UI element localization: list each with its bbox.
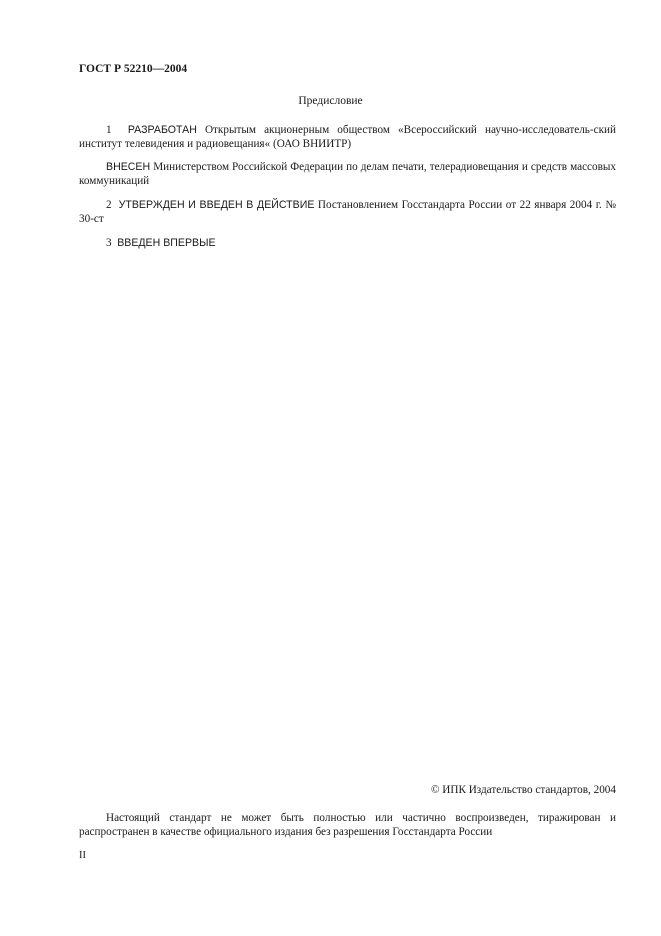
paragraph-developed-by bbox=[79, 123, 616, 151]
copyright-notice: © ИПК Издательство стандартов, 2004 bbox=[430, 784, 616, 796]
paragraph-text: Открытым акционерным обществом «Всероссийский научно-исследователь-ский институт телевидения и радиовещания« (ОАО ВНИИТР) bbox=[79, 124, 616, 150]
paragraph-text: Министерством Российской Федерации по делам печати, телерадиовещания и средств массовых коммуникаций bbox=[79, 161, 616, 187]
paragraph-introduced-by bbox=[79, 160, 616, 188]
section-title: Предисловие bbox=[298, 95, 363, 107]
paragraph-number: 2 bbox=[106, 199, 112, 211]
paragraph-text: Постановлением Госстандарта России от 22 января 2004 г. № 30-ст bbox=[79, 199, 617, 225]
paragraph-lead: ВНЕСЕН bbox=[106, 161, 151, 173]
page-number: II bbox=[79, 850, 86, 861]
reproduction-notice: Настоящий стандарт не может быть полностью или частично воспроизведен, тиражирован и распространен в качестве официального издания без разрешения Госстандарта России bbox=[79, 812, 616, 838]
paragraph-approved bbox=[79, 198, 616, 226]
paragraph-lead: ВВЕДЕН ВПЕРВЫЕ bbox=[117, 237, 216, 249]
paragraph-lead: РАЗРАБОТАН bbox=[127, 124, 197, 136]
paragraph-number: 1 bbox=[106, 124, 112, 136]
document-header: ГОСТ Р 52210—2004 bbox=[79, 63, 188, 75]
paragraph-lead: УТВЕРЖДЕН И ВВЕДЕН В ДЕЙСТВИЕ bbox=[118, 199, 315, 211]
paragraph-first-introduced bbox=[79, 236, 616, 250]
paragraph-number: 3 bbox=[106, 237, 112, 249]
